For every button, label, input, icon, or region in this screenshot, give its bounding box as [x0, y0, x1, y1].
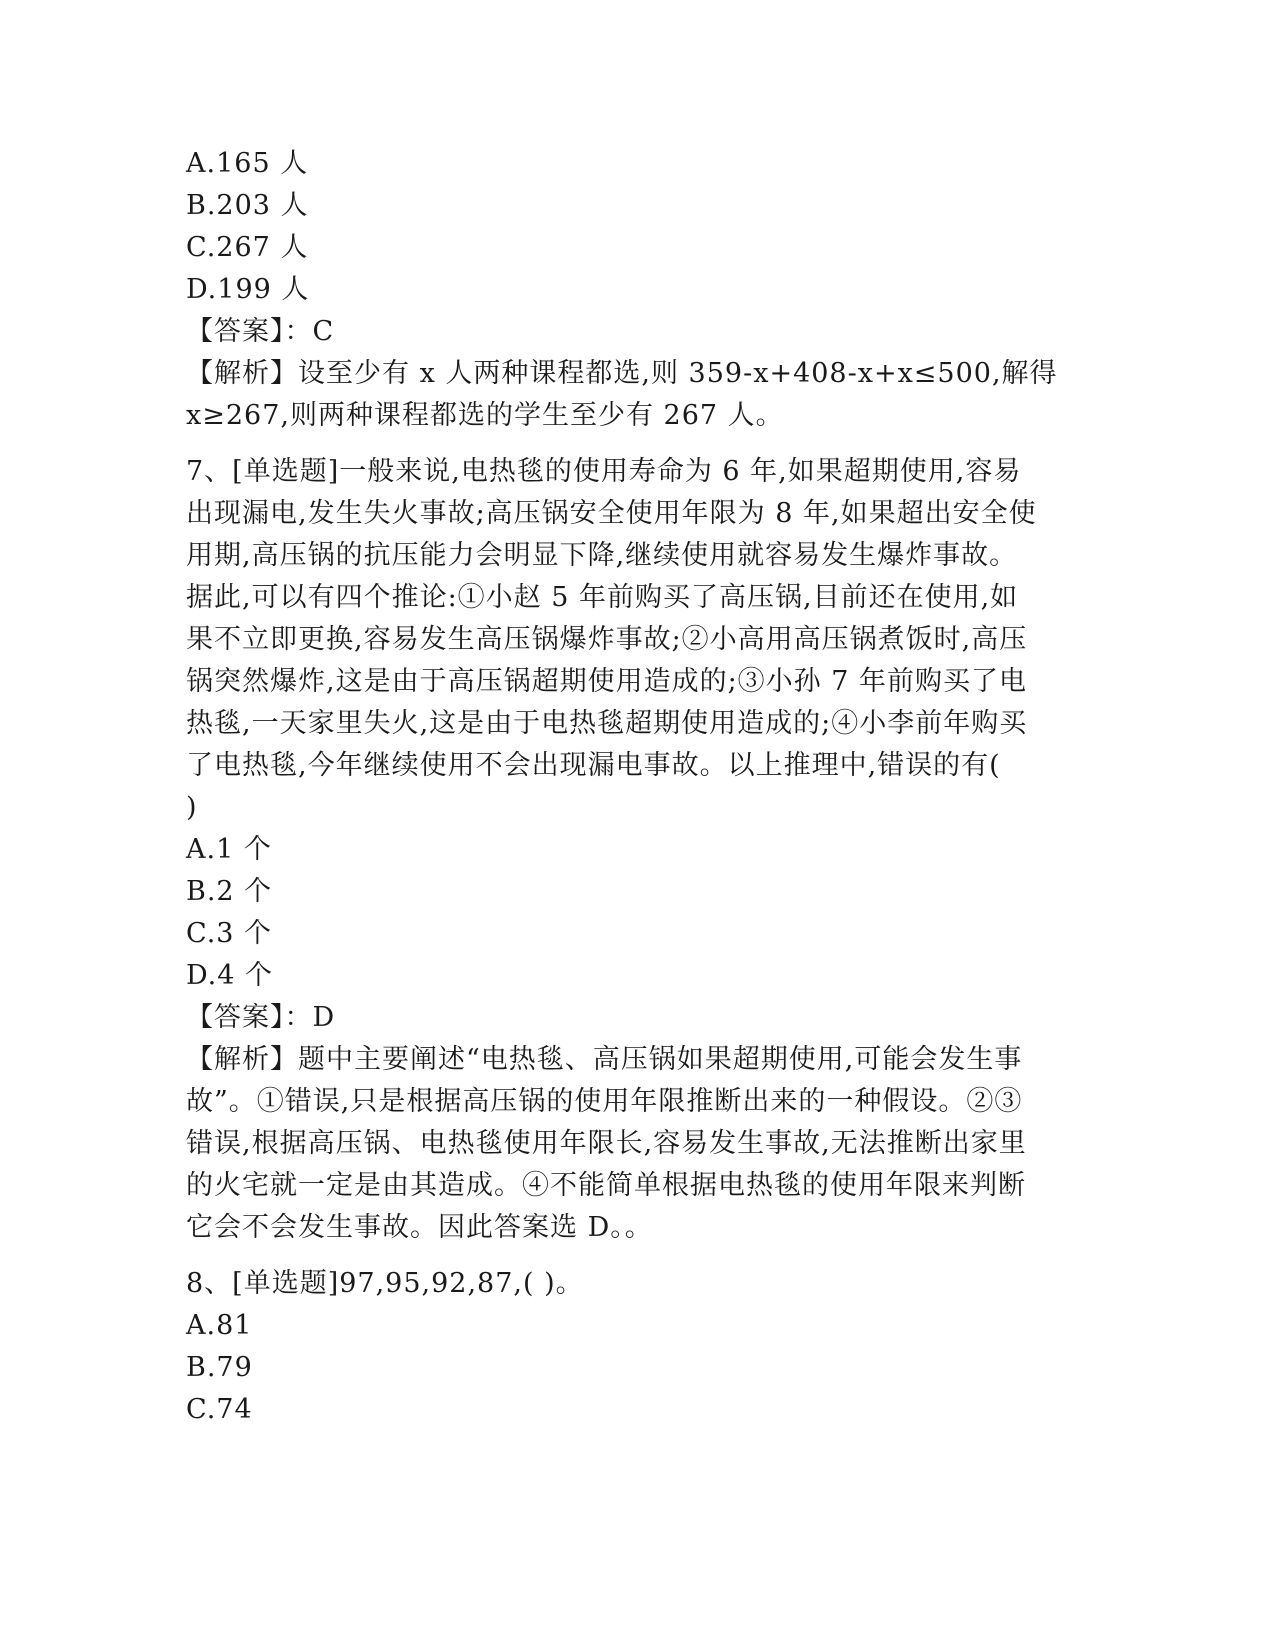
stem-line: 7、[单选题]一般来说,电热毯的使用寿命为 6 年,如果超期使用,容易: [186, 456, 1022, 487]
stem-line: 锅突然爆炸,这是由于高压锅超期使用造成的;③小孙 7 年前购买了电: [186, 666, 1028, 697]
option-b: B.2 个: [186, 876, 273, 907]
stem-line: 8、[单选题]97,95,92,87,( )。: [186, 1268, 584, 1299]
option-b: B.203 人: [186, 190, 309, 221]
analysis-block: [186, 1039, 1086, 1249]
option-c: C.74: [186, 1394, 253, 1425]
question-8: [186, 1263, 1086, 1431]
question-options: [186, 1305, 1086, 1431]
option-b: B.79: [186, 1352, 253, 1383]
option-a: A.165 人: [186, 148, 309, 179]
stem-line: 果不立即更换,容易发生高压锅爆炸事故;②小高用高压锅煮饭时,高压: [186, 624, 1028, 655]
option-c: C.3 个: [186, 918, 273, 949]
option-c: C.267 人: [186, 232, 309, 263]
analysis-line: 故”。①错误,只是根据高压锅的使用年限推断出来的一种假设。②③: [186, 1086, 1023, 1117]
option-a: A.1 个: [186, 834, 272, 865]
stem-line: 了电热毯,今年继续使用不会出现漏电事故。以上推理中,错误的有(: [186, 750, 1001, 781]
analysis-line: 【解析】设至少有 x 人两种课程都选,则 359-x+408-x+x≤500,解得: [186, 358, 1058, 389]
option-d: D.199 人: [186, 274, 310, 305]
question-7: [186, 451, 1086, 1249]
previous-question-options: [186, 143, 1086, 311]
stem-line: ): [186, 792, 198, 823]
answer-line: 【答案】：C: [186, 316, 335, 347]
analysis-line: x≥267,则两种课程都选的学生至少有 267 人。: [186, 400, 784, 431]
document-page: [186, 143, 1086, 1431]
analysis-line: 错误,根据高压锅、电热毯使用年限长,容易发生事故,无法推断出家里: [186, 1128, 1027, 1159]
option-a: A.81: [186, 1310, 253, 1341]
answer-line: 【答案】：D: [186, 1002, 336, 1033]
stem-line: 用期,高压锅的抗压能力会明显下降,继续使用就容易发生爆炸事故。: [186, 540, 1018, 571]
stem-line: 据此,可以有四个推论:①小赵 5 年前购买了高压锅,目前还在使用,如: [186, 582, 1019, 613]
analysis-block: [186, 353, 1086, 437]
stem-line: 热毯,一天家里失火,这是由于电热毯超期使用造成的;④小李前年购买: [186, 708, 1028, 739]
option-d: D.4 个: [186, 960, 274, 991]
analysis-line: 【解析】题中主要阐述“电热毯、高压锅如果超期使用,可能会发生事: [186, 1044, 1023, 1075]
analysis-line: 的火宅就一定是由其造成。④不能简单根据电热毯的使用年限来判断: [186, 1170, 1026, 1201]
question-stem: [186, 451, 1086, 829]
analysis-line: 它会不会发生事故。因此答案选 D。。: [186, 1212, 653, 1243]
question-options: [186, 829, 1086, 997]
stem-line: 出现漏电,发生失火事故;高压锅安全使用年限为 8 年,如果超出安全使: [186, 498, 1037, 529]
